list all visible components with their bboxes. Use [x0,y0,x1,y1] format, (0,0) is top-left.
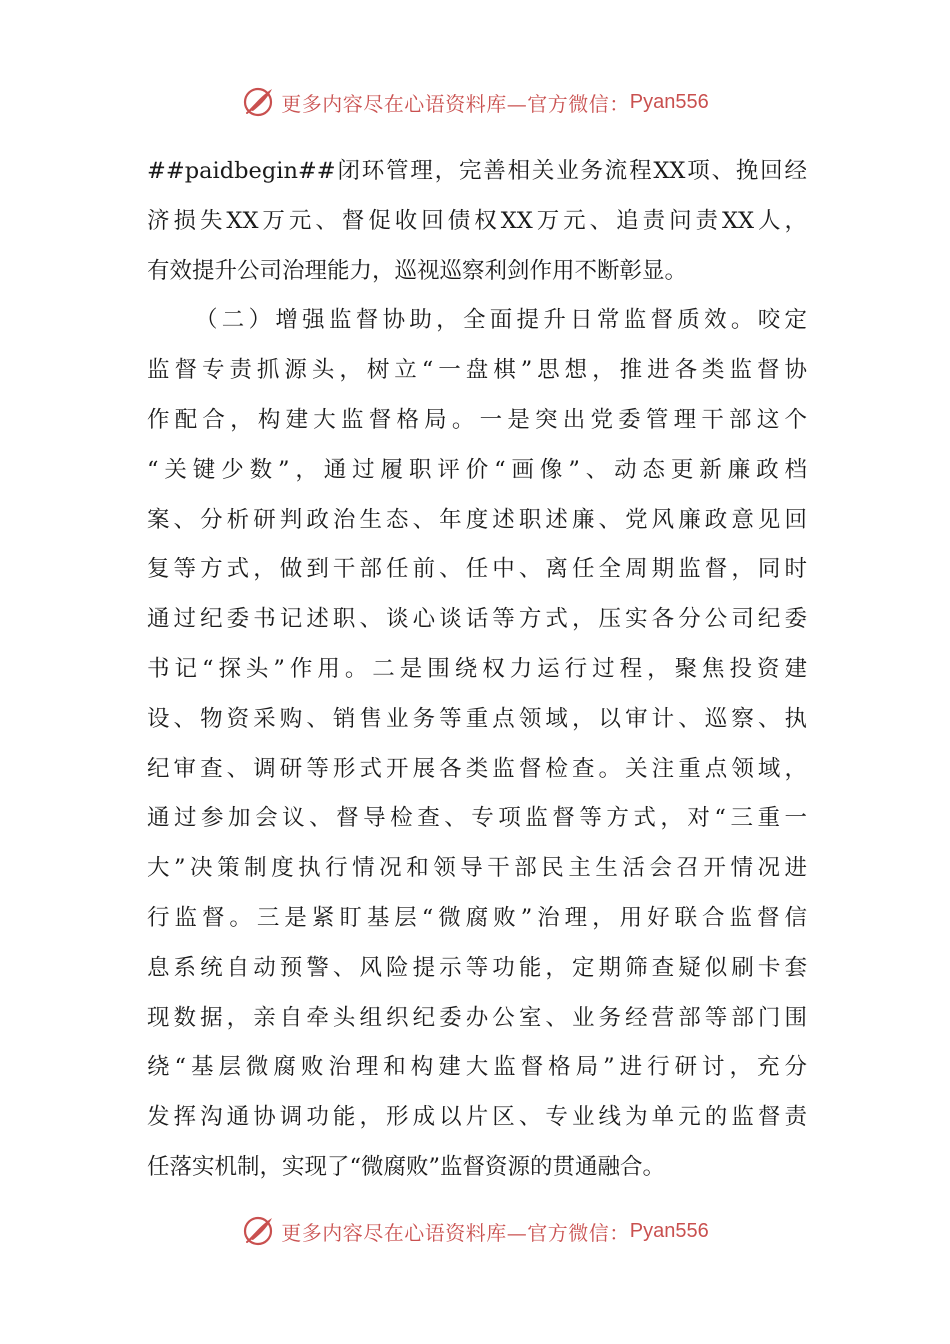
text-line: ##paidbegin##闭环管理，完善相关业务流程XX项、挽回经 [147,158,807,184]
text-line: 案、分析研判政治生态、年度述职述廉、党风廉政意见回 [147,506,807,533]
text-line: 监督专责抓源头，树立“一盘棋”思想，推进各类监督协 [147,357,807,384]
paragraph-heading-line: （二）增强监督协助，全面提升日常监督质效。咬定 [195,307,807,334]
banner-text: 更多内容尽在心语资料库—官方微信： [281,1220,630,1245]
text-line: “关键少数”，通过履职评价“画像”、动态更新廉政档 [147,456,807,483]
text-line: 发挥沟通协调功能，形成以片区、专业线为单元的监督责 [147,1104,807,1131]
text-line: 纪审查、调研等形式开展各类监督检查。关注重点领域， [147,755,807,782]
quill-pen-logo-icon [241,1213,277,1249]
document-body [147,147,807,1193]
text-line: 复等方式，做到干部任前、任中、离任全周期监督，同时 [147,556,807,583]
text-line: 通过参加会议、督导检查、专项监督等方式，对“三重一 [147,805,807,832]
text-line: 书记“探头”作用。二是围绕权力运行过程，聚焦投资建 [147,655,807,682]
text-line: 济损失XX万元、督促收回债权XX万元、追责问责XX人， [147,207,807,234]
text-line: 息系统自动预警、风险提示等功能，定期筛查疑似刷卡套 [147,954,807,981]
quill-pen-logo-icon [241,84,277,120]
text-line: 绕“基层微腐败治理和构建大监督格局”进行研讨，充分 [147,1054,807,1081]
text-line: 大”决策制度执行情况和领导干部民主生活会召开情况进 [147,855,807,882]
text-line: 有效提升公司治理能力，巡视巡察利剑作用不断彰显。 [147,257,688,284]
wechat-id: Pyan556 [629,1219,709,1242]
banner-text: 更多内容尽在心语资料库—官方微信： [281,91,630,116]
text-line: 行监督。三是紧盯基层“微腐败”治理，用好联合监督信 [147,904,807,931]
header-banner [0,80,950,124]
text-line: 任落实机制，实现了“微腐败”监督资源的贯通融合。 [147,1153,666,1180]
text-line: 通过纪委书记述职、谈心谈话等方式，压实各分公司纪委 [147,606,807,633]
text-line: 作配合，构建大监督格局。一是突出党委管理干部这个 [147,406,807,433]
footer-banner [0,1209,950,1253]
text-line: 现数据，亲自牵头组织纪委办公室、业务经营部等部门围 [147,1004,807,1031]
wechat-id: Pyan556 [629,90,709,113]
text-line: 设、物资采购、销售业务等重点领域，以审计、巡察、执 [147,705,807,732]
